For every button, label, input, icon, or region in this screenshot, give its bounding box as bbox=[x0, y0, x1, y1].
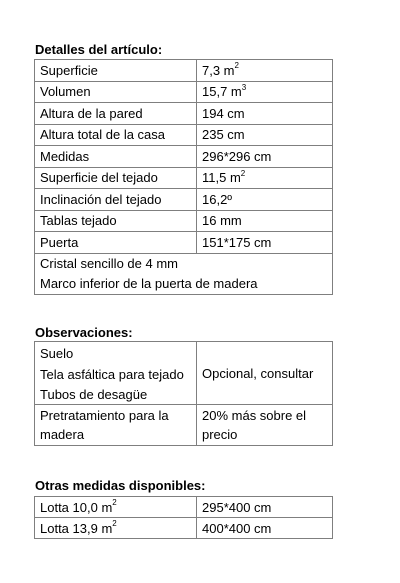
table-row bbox=[35, 60, 333, 82]
detail-value: 11,5 $m^2$ bbox=[197, 167, 333, 189]
size-label: Lotta 10,0 $m^2$ bbox=[35, 497, 197, 518]
detail-label: Superficie del tejado bbox=[35, 167, 197, 189]
detail-label: Puerta bbox=[35, 232, 197, 254]
other-sizes-table bbox=[34, 496, 333, 539]
detail-value: 151*175 cm bbox=[197, 232, 333, 254]
table-row bbox=[35, 210, 333, 232]
detail-value: 15,7 $m^3$ bbox=[197, 81, 333, 103]
detail-value: 16 mm bbox=[197, 210, 333, 232]
detail-value: 16,2º bbox=[197, 189, 333, 211]
observation-item-floor: Suelo bbox=[35, 342, 197, 365]
table-row bbox=[35, 253, 333, 294]
size-value: 295*400 cm bbox=[197, 497, 333, 518]
detail-label: Inclinación del tejado bbox=[35, 189, 197, 211]
detail-label: Medidas bbox=[35, 146, 197, 168]
table-row bbox=[35, 103, 333, 125]
table-row bbox=[35, 518, 333, 539]
other-sizes-heading: Otras medidas disponibles: bbox=[35, 478, 206, 493]
observations-heading: Observaciones: bbox=[35, 325, 133, 340]
detail-label: Volumen bbox=[35, 81, 197, 103]
table-row bbox=[35, 232, 333, 254]
table-row bbox=[35, 497, 333, 518]
table-row bbox=[35, 167, 333, 189]
table-row bbox=[35, 81, 333, 103]
table-row bbox=[35, 189, 333, 211]
observation-item-gutters: Tubos de desagüe bbox=[35, 385, 197, 405]
size-value: 400*400 cm bbox=[197, 518, 333, 539]
detail-value: 7,3 $m^2$ bbox=[197, 60, 333, 82]
detail-label: Tablas tejado bbox=[35, 210, 197, 232]
observation-group2-value: 20% más sobre el precio bbox=[197, 405, 333, 446]
table-row bbox=[35, 124, 333, 146]
table-row bbox=[35, 146, 333, 168]
size-label: Lotta 13,9 $m^2$ bbox=[35, 518, 197, 539]
detail-value: 296*296 cm bbox=[197, 146, 333, 168]
note-line: Cristal sencillo de 4 mm bbox=[40, 255, 178, 271]
door-notes bbox=[35, 253, 333, 294]
details-table bbox=[34, 59, 333, 295]
detail-value: 235 cm bbox=[197, 124, 333, 146]
note-line: Marco inferior de la puerta de madera bbox=[40, 275, 258, 291]
observation-group2-label: Pretratamiento para la madera bbox=[35, 405, 197, 446]
detail-label: Superficie bbox=[35, 60, 197, 82]
details-heading: Detalles del artículo: bbox=[35, 42, 163, 57]
detail-value: 194 cm bbox=[197, 103, 333, 125]
detail-label: Altura de la pared bbox=[35, 103, 197, 125]
observation-item-roof-felt: Tela asfáltica para tejado bbox=[35, 365, 197, 385]
observation-group1-value: Opcional, consultar bbox=[197, 342, 333, 405]
observations-table bbox=[34, 341, 333, 446]
detail-label: Altura total de la casa bbox=[35, 124, 197, 146]
